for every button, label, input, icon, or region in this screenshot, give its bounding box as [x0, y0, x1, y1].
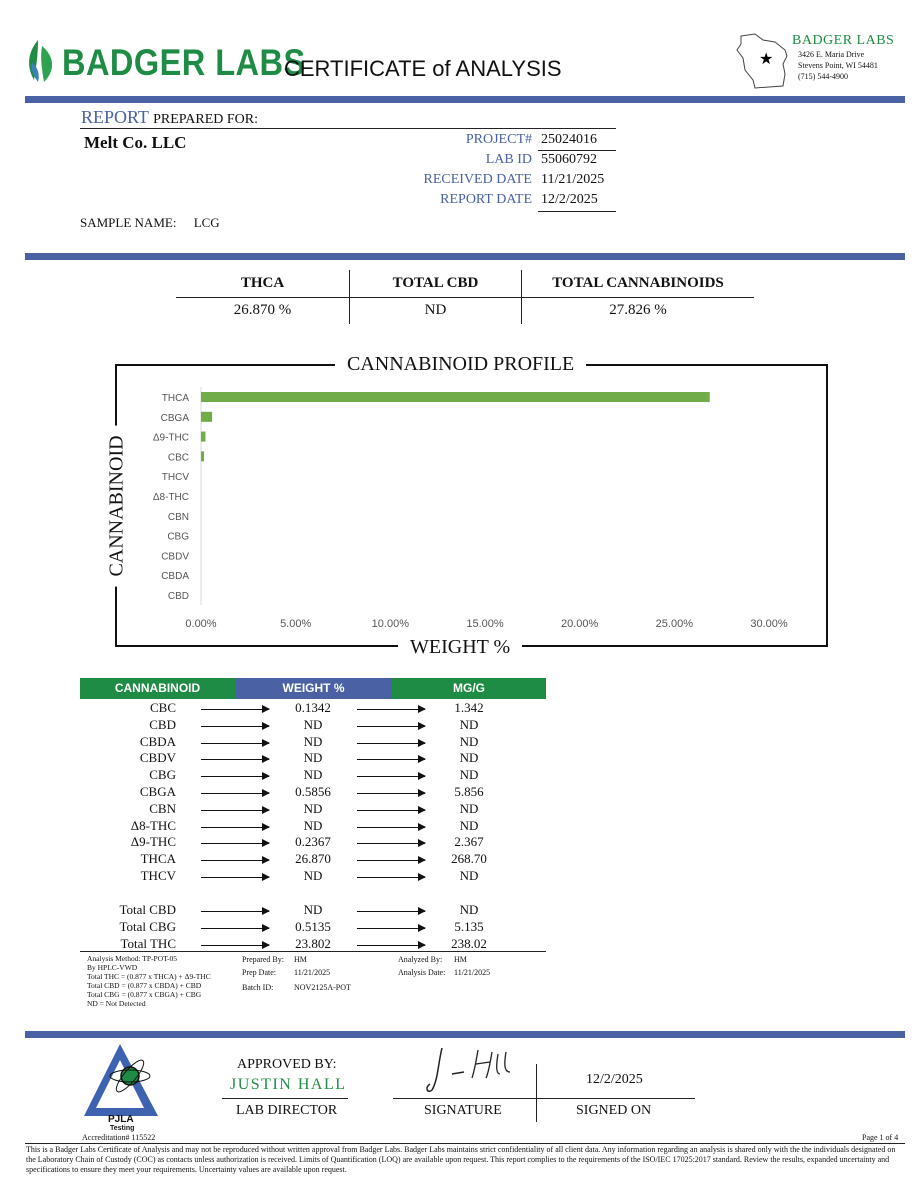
approved-by-label: APPROVED BY:	[237, 1057, 337, 1072]
signature-divider	[536, 1064, 537, 1122]
row-arrow-icon	[201, 860, 269, 861]
row-weight-value: ND	[303, 902, 323, 917]
row-mg-value: 268.70	[451, 851, 487, 867]
row-weight-value: ND	[303, 750, 323, 766]
table-bottom-line	[80, 951, 546, 952]
row-arrow-icon	[201, 810, 269, 811]
chart-x-tick-label: 5.00%	[280, 618, 312, 630]
table-row	[0, 700, 600, 717]
batch-id-value: NOV2125A-POT	[294, 983, 351, 992]
table-row	[0, 818, 600, 835]
signature-scribble-icon	[418, 1044, 518, 1096]
row-arrow-icon	[201, 793, 269, 794]
row-arrow-icon	[201, 945, 269, 946]
chart-bar	[201, 392, 710, 402]
row-weight-value: 0.5856	[295, 784, 331, 799]
row-cannabinoid-name: Δ9-THC	[130, 834, 176, 850]
row-weight-value: ND	[303, 800, 323, 816]
summary-thca-value: 26.870 %	[233, 302, 292, 318]
table-row	[0, 784, 600, 801]
row-arrow-icon	[201, 827, 269, 828]
row-weight-value: ND	[303, 767, 323, 783]
row-weight-value: 0.2367	[295, 834, 331, 850]
chart-x-tick-label: 0.00%	[185, 618, 217, 630]
prep-date-value: 11/21/2025	[294, 968, 331, 977]
row-arrow-icon	[201, 843, 269, 844]
approver-line	[222, 1098, 348, 1099]
chart-x-tick-label: 30.00%	[750, 618, 788, 630]
row-arrow-icon	[201, 759, 269, 760]
row-arrow-icon	[201, 709, 269, 710]
row-arrow-icon	[357, 843, 425, 844]
prepared-by-label: Prepared By:	[242, 955, 284, 964]
project-value: 25024016	[541, 132, 597, 147]
table-row	[0, 834, 600, 851]
method-note: Analysis Method: TP-POT-05	[87, 954, 178, 963]
approver-title: LAB DIRECTOR	[236, 1103, 338, 1118]
row-cannabinoid-name: CBD	[149, 716, 176, 732]
sample-name-value: LCG	[193, 215, 220, 230]
row-mg-value: ND	[459, 716, 479, 732]
prepared-by-value: HM	[294, 955, 307, 964]
chart-category-label: CBN	[167, 511, 189, 523]
chart-category-label: CBD	[167, 591, 189, 602]
row-weight-value: ND	[303, 817, 323, 833]
project-label: PROJECT#	[465, 132, 532, 147]
approver-name: JUSTIN HALL	[230, 1076, 347, 1093]
report-word: REPORT	[81, 107, 149, 127]
row-mg-value: 5.856	[454, 784, 484, 799]
report-date-value: 12/2/2025	[541, 192, 598, 207]
chart-bar	[201, 412, 212, 422]
row-mg-value: ND	[459, 767, 479, 783]
row-arrow-icon	[201, 877, 269, 878]
chart-category-label: CBDA	[161, 571, 189, 583]
chart-category-label: Δ9-THC	[152, 432, 189, 444]
disclaimer-text: This is a Badger Labs Certificate of Analysis and may not be reproduced without written approval from Badger Labs. Badger Labs maintains strict confidentiality of all client data. Any information regarding an analysis is shared only with the the individuals designated on the Laboratory Chain of Custody (COC) as contacts unless authorization is received. Limits of Quantification (LOQ) are available upon request. This report complies to the requirements of the ISO/IEC 17025:2017 standard. Review the results, expanded uncertainty and specifications to ensure they meet your requirements. Uncertainty values are available upon request.	[26, 1145, 896, 1174]
row-arrow-icon	[201, 911, 269, 912]
summary-cbd-value: ND	[424, 302, 447, 318]
table-row	[0, 734, 600, 751]
chart-title: CANNABINOID PROFILE	[335, 353, 586, 376]
page-number: Page 1 of 4	[862, 1133, 899, 1142]
row-weight-value: 26.870	[295, 851, 331, 867]
signed-on-label: SIGNED ON	[576, 1103, 652, 1118]
document-title: CERTIFICATE of ANALYSIS	[284, 56, 562, 81]
analysis-date-label: Analysis Date:	[398, 968, 446, 977]
row-weight-value: ND	[303, 733, 323, 749]
row-mg-value: 2.367	[454, 834, 484, 850]
lab-address-city: Stevens Point, WI 54481	[798, 61, 878, 70]
row-mg-value: 5.135	[454, 918, 484, 934]
chart-category-label: CBDV	[161, 551, 189, 563]
lab-address-street: 3426 E. Maria Drive	[798, 50, 865, 59]
pjla-name: PJLA	[108, 1114, 134, 1125]
lab-id-value: 55060792	[541, 152, 597, 167]
row-arrow-icon	[357, 860, 425, 861]
row-arrow-icon	[357, 759, 425, 760]
row-arrow-icon	[357, 945, 425, 946]
signed-date: 12/2/2025	[586, 1072, 643, 1087]
chart-x-tick-label: 15.00%	[466, 618, 504, 630]
summary-total-value: 27.826 %	[609, 302, 667, 318]
table-row	[0, 767, 600, 784]
chart-category-label: Δ8-THC	[152, 492, 189, 503]
row-mg-value: 238.02	[451, 935, 487, 951]
summary-cbd-label: TOTAL CBD	[392, 275, 479, 291]
row-mg-value: ND	[459, 733, 479, 749]
row-weight-value: 0.5135	[295, 918, 331, 934]
row-arrow-icon	[357, 827, 425, 828]
footer-line	[25, 1143, 905, 1144]
lab-id-label: LAB ID	[485, 152, 532, 167]
row-mg-value: ND	[459, 750, 479, 766]
header-mg-g: MG/G	[453, 681, 485, 695]
header-weight: WEIGHT %	[282, 681, 345, 695]
row-weight-value: ND	[303, 868, 323, 883]
row-weight-value: 23.802	[295, 935, 331, 951]
analysis-date-value: 11/21/2025	[454, 968, 491, 977]
row-arrow-icon	[357, 793, 425, 794]
row-arrow-icon	[201, 928, 269, 929]
chart-bar	[201, 451, 204, 461]
prepared-for-label: PREPARED FOR:	[153, 112, 259, 127]
sample-name-label: SAMPLE NAME:	[80, 215, 177, 230]
table-row	[0, 868, 600, 885]
row-mg-value: ND	[459, 817, 479, 833]
prep-date-label: Prep Date:	[242, 968, 276, 977]
received-date-label: RECEIVED DATE	[423, 172, 532, 187]
header-cannabinoid: CANNABINOID	[114, 681, 201, 695]
chart-category-label: THCA	[161, 393, 189, 404]
row-arrow-icon	[357, 726, 425, 727]
analyzed-by-value: HM	[454, 955, 467, 964]
row-cannabinoid-name: Total CBD	[119, 902, 176, 917]
report-date-label: REPORT DATE	[440, 192, 532, 207]
chart-category-label: CBC	[167, 452, 189, 464]
chart-x-tick-label: 25.00%	[655, 618, 693, 630]
row-mg-value: ND	[459, 868, 479, 883]
row-cannabinoid-name: THCV	[140, 868, 176, 883]
row-arrow-icon	[357, 743, 425, 744]
chart-bar	[201, 432, 205, 442]
total-row	[0, 919, 600, 936]
client-name: Melt Co. LLC	[84, 133, 187, 152]
row-cannabinoid-name: CBG	[149, 767, 176, 783]
summary-thca-label: THCA	[240, 275, 285, 291]
chart-x-axis-label: WEIGHT %	[398, 636, 522, 659]
chart-x-tick-label: 20.00%	[561, 618, 599, 630]
formula-note: Total CBG = (0.877 x CBGA) + CBG	[87, 990, 202, 999]
signature-label: SIGNATURE	[424, 1103, 502, 1118]
row-arrow-icon	[357, 709, 425, 710]
lab-name: BADGER LABS	[792, 33, 895, 48]
footer-divider	[25, 1031, 905, 1038]
row-cannabinoid-name: CBC	[149, 700, 176, 715]
row-mg-value: ND	[459, 800, 479, 816]
row-weight-value: 0.1342	[295, 700, 331, 715]
chart-category-label: THCV	[161, 472, 189, 484]
row-arrow-icon	[201, 726, 269, 727]
brand-name: BADGER LABS	[62, 42, 306, 83]
row-arrow-icon	[201, 743, 269, 744]
table-row	[0, 801, 600, 818]
batch-id-label: Batch ID:	[242, 983, 274, 992]
table-row	[0, 717, 600, 734]
received-date-value: 11/21/2025	[541, 172, 605, 187]
row-cannabinoid-name: Total CBG	[119, 918, 176, 934]
chart-y-axis-label: CANNABINOID	[106, 425, 129, 586]
row-cannabinoid-name: CBDA	[139, 733, 176, 749]
total-row	[0, 902, 600, 919]
row-arrow-icon	[357, 877, 425, 878]
row-cannabinoid-name: CBN	[149, 800, 176, 816]
chart-category-label: CBG	[167, 531, 189, 543]
lab-phone: (715) 544-4900	[798, 72, 848, 81]
accreditation-number: Accreditation# 115522	[82, 1133, 156, 1142]
analyzed-by-label: Analyzed By:	[398, 955, 443, 964]
method-note: By HPLC-VWD	[87, 963, 138, 972]
row-cannabinoid-name: CBDV	[139, 750, 176, 766]
row-weight-value: ND	[303, 716, 323, 732]
summary-total-label: TOTAL CANNABINOIDS	[552, 275, 724, 291]
row-arrow-icon	[357, 776, 425, 777]
row-mg-value: 1.342	[454, 700, 484, 715]
row-arrow-icon	[357, 810, 425, 811]
row-cannabinoid-name: THCA	[140, 851, 176, 867]
chart-category-label: CBGA	[160, 412, 189, 424]
formula-note: Total CBD = (0.877 x CBDA) + CBD	[87, 981, 202, 990]
table-row	[0, 851, 600, 868]
row-cannabinoid-name: Total THC	[120, 935, 176, 951]
pjla-accreditation-logo-icon	[82, 1042, 168, 1132]
row-arrow-icon	[201, 776, 269, 777]
row-arrow-icon	[357, 911, 425, 912]
chart-x-tick-label: 10.00%	[371, 618, 409, 630]
table-row	[0, 750, 600, 767]
pjla-sub: Testing	[110, 1125, 135, 1132]
signature-line	[393, 1098, 695, 1099]
row-cannabinoid-name: CBGA	[139, 784, 176, 799]
formula-note: Total THC = (0.877 x THCA) + Δ9-THC	[87, 972, 211, 981]
nd-note: ND = Not Detected	[87, 999, 146, 1008]
row-arrow-icon	[357, 928, 425, 929]
svg-text:★: ★	[759, 51, 774, 68]
row-mg-value: ND	[459, 902, 479, 917]
row-cannabinoid-name: Δ8-THC	[130, 817, 176, 833]
